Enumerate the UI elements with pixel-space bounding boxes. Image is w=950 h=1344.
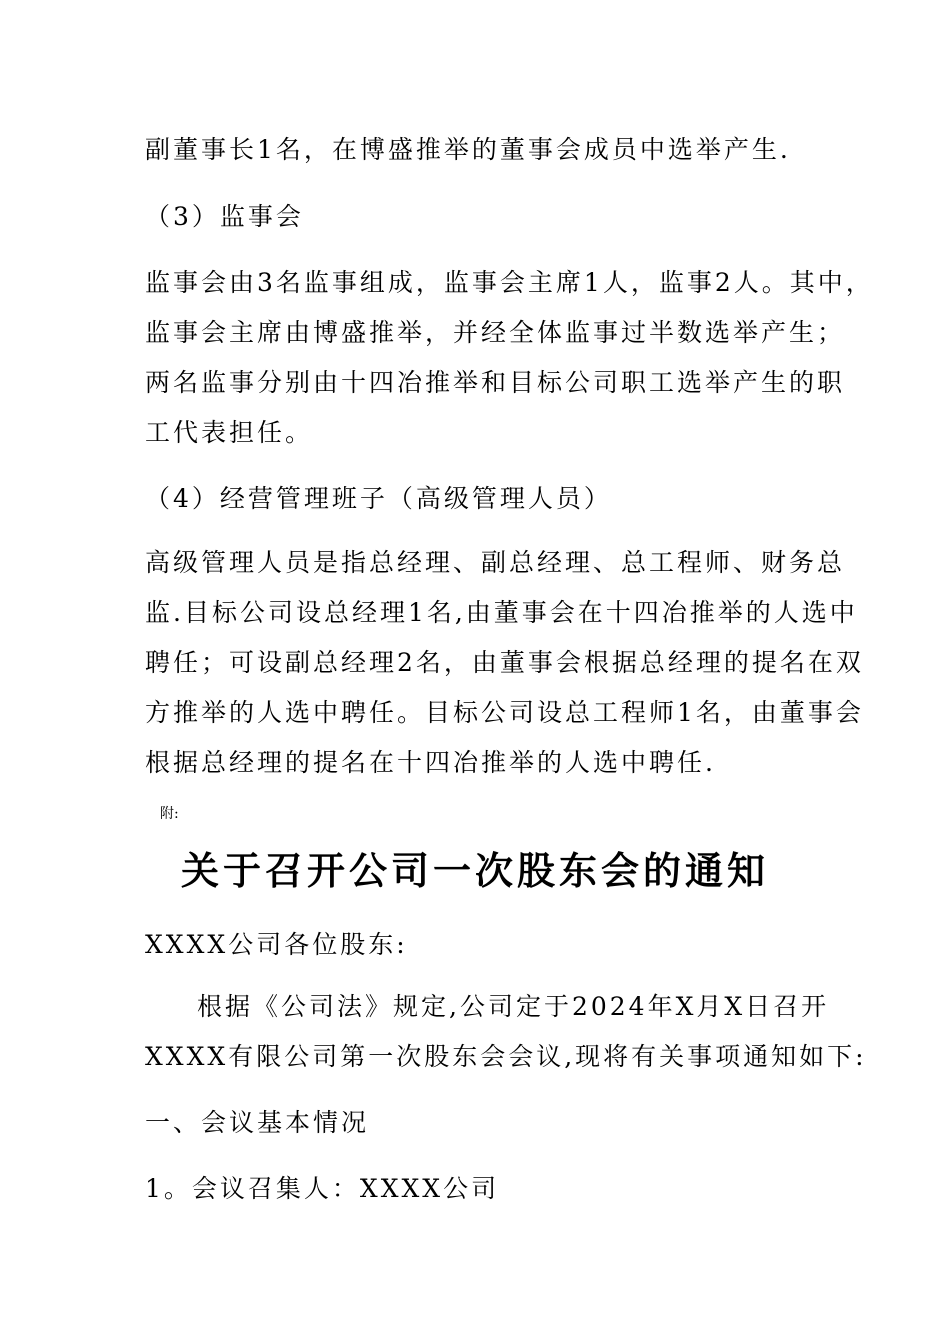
notice-title: 关于召开公司一次股东会的通知 [180, 849, 769, 893]
list-item: 1。会议召集人：XXXX公司 [145, 1174, 500, 1203]
paragraph-line: 聘任；可设副总经理2名，由董事会根据总经理的提名在双 [145, 648, 864, 677]
paragraph-line: 两名监事分别由十四冶推举和目标公司职工选举产生的职 [145, 368, 846, 397]
section-heading-basic-info: 一、会议基本情况 [145, 1108, 370, 1137]
paragraph-line: 监.目标公司设总经理1名,由董事会在十四冶推举的人选中 [145, 598, 858, 627]
paragraph-line: 监事会由3名监事组成，监事会主席1人，监事2人。其中， [145, 268, 874, 297]
paragraph-line: 工代表担任。 [145, 418, 314, 447]
paragraph-line: 监事会主席由博盛推举，并经全体监事过半数选举产生； [145, 318, 846, 347]
section-heading-supervisory-board: （3）监事会 [145, 202, 304, 231]
paragraph-line: XXXX有限公司第一次股东会会议,现将有关事项通知如下: [145, 1042, 867, 1071]
paragraph-line: 根据《公司法》规定,公司定于2024年X月X日召开 [197, 992, 830, 1021]
notice-salutation: XXXX公司各位股东: [145, 930, 408, 959]
paragraph-line: 高级管理人员是指总经理、副总经理、总工程师、财务总 [145, 548, 846, 577]
paragraph-line: 方推举的人选中聘任。目标公司设总工程师1名，由董事会 [145, 698, 864, 727]
section-heading-management: （4）经营管理班子（高级管理人员） [145, 484, 612, 513]
attachment-label: 附: [160, 806, 179, 822]
paragraph-line: 副董事长1名，在博盛推举的董事会成员中选举产生. [145, 135, 791, 164]
paragraph-line: 根据总经理的提名在十四冶推举的人选中聘任. [145, 748, 716, 777]
